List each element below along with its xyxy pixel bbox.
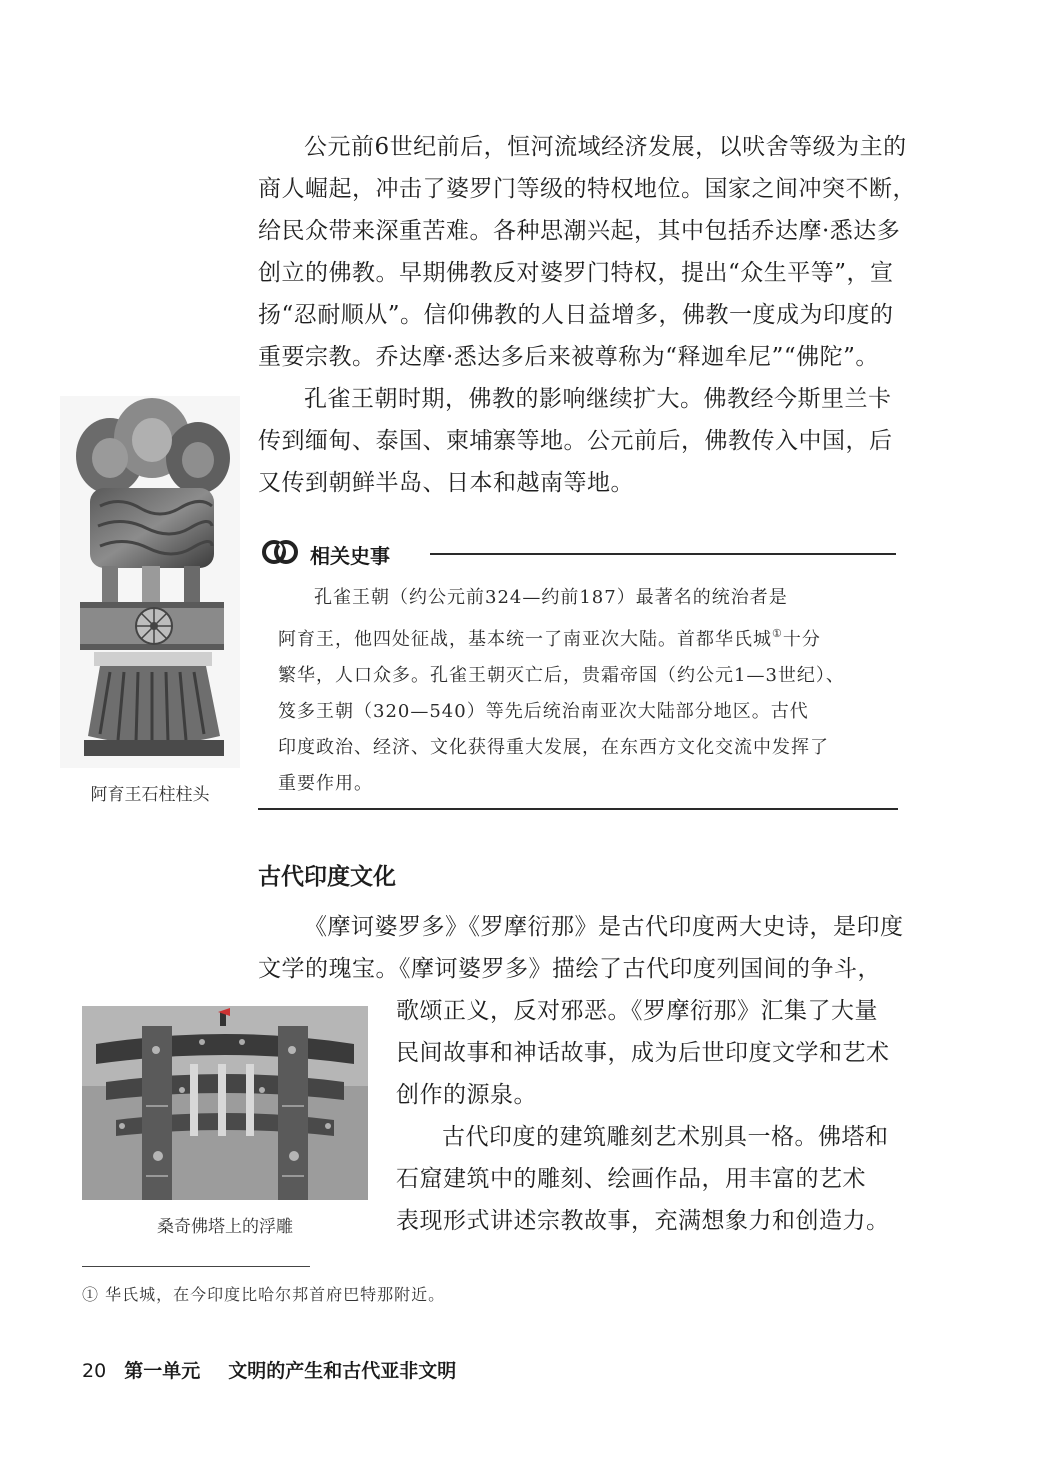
interlocking-rings-icon — [260, 534, 300, 570]
sanchi-stupa-relief-image — [82, 1006, 368, 1200]
ashoka-image-caption: 阿育王石柱柱头 — [90, 785, 210, 805]
related-history-text — [278, 580, 896, 802]
paragraph-epics — [258, 906, 904, 990]
text-line: 石窟建筑中的雕刻、绘画作品，用丰富的艺术 — [396, 1166, 866, 1192]
text-line: 古代印度的建筑雕刻艺术别具一格。佛塔和 — [442, 1124, 889, 1150]
text-line: 文学的瑰宝。《摩诃婆罗多》描绘了古代印度列国间的争斗， — [258, 956, 881, 982]
divider — [430, 553, 896, 555]
related-history-header — [258, 530, 898, 574]
related-history-box — [258, 530, 898, 812]
unit-title: 文明的产生和古代亚非文明 — [228, 1360, 457, 1382]
paragraph-epics-continued — [396, 990, 898, 1116]
text-line: 民间故事和神话故事，成为后世印度文学和艺术 — [396, 1040, 890, 1066]
paragraph-buddhism-origin — [258, 126, 916, 378]
related-history-title: 相关史事 — [310, 544, 390, 568]
ashoka-lion-capital-image — [60, 396, 240, 768]
footnote-mark[interactable]: ① — [772, 627, 783, 640]
unit-label: 第一单元 — [124, 1360, 201, 1382]
text-line: 笈多王朝（320—540）等先后统治南亚次大陆部分地区。古代 — [278, 701, 809, 722]
paragraph-buddhism-spread — [258, 378, 898, 504]
footnote-divider — [82, 1266, 310, 1267]
text-line: 阿育王，他四处征战，基本统一了南亚次大陆。首都华氏城①十分 — [278, 627, 821, 650]
text-line: 扬“忍耐顺从”。信仰佛教的人日益增多，佛教一度成为印度的 — [258, 302, 894, 328]
text-line: 印度政治、经济、文化获得重大发展，在东西方文化交流中发挥了 — [278, 737, 829, 758]
text-line: 又传到朝鲜半岛、日本和越南等地。 — [258, 470, 634, 496]
text-line: 创立的佛教。早期佛教反对婆罗门特权，提出“众生平等”，宣 — [258, 260, 894, 286]
paragraph-architecture — [396, 1116, 898, 1242]
text-line: 繁华，人口众多。孔雀王朝灭亡后，贵霜帝国（约公元1—3世纪）、 — [278, 665, 845, 686]
text-line: 商人崛起，冲击了婆罗门等级的特权地位。国家之间冲突不断， — [258, 176, 916, 202]
section-heading: 古代印度文化 — [258, 864, 396, 890]
text-line: 重要作用。 — [278, 773, 373, 794]
text-line: 创作的源泉。 — [396, 1082, 537, 1108]
text-line: 《摩诃婆罗多》《罗摩衍那》是古代印度两大史诗，是印度 — [304, 914, 904, 940]
text-line: 公元前6世纪前后，恒河流域经济发展，以吠舍等级为主的 — [304, 134, 907, 160]
text-line: 表现形式讲述宗教故事，充满想象力和创造力。 — [396, 1208, 890, 1234]
page-footer — [82, 1356, 456, 1383]
footnote: ① 华氏城，在今印度比哈尔邦首府巴特那附近。 — [82, 1285, 446, 1304]
text-line: 传到缅甸、泰国、柬埔寨等地。公元前后，佛教传入中国，后 — [258, 428, 893, 454]
text-line: 孔雀王朝（约公元前324—约前187）最著名的统治者是 — [314, 587, 788, 608]
page-number: 20 — [82, 1360, 107, 1382]
divider — [258, 808, 898, 810]
text-line: 孔雀王朝时期，佛教的影响继续扩大。佛教经今斯里兰卡 — [304, 386, 892, 412]
text-line: 重要宗教。乔达摩·悉达多后来被尊称为“释迦牟尼”“佛陀”。 — [258, 344, 879, 370]
sanchi-image-caption: 桑奇佛塔上的浮雕 — [157, 1217, 293, 1237]
text-line: 给民众带来深重苦难。各种思潮兴起，其中包括乔达摩·悉达多 — [258, 218, 901, 244]
text-line: 歌颂正义，反对邪恶。《罗摩衍那》汇集了大量 — [396, 998, 878, 1024]
